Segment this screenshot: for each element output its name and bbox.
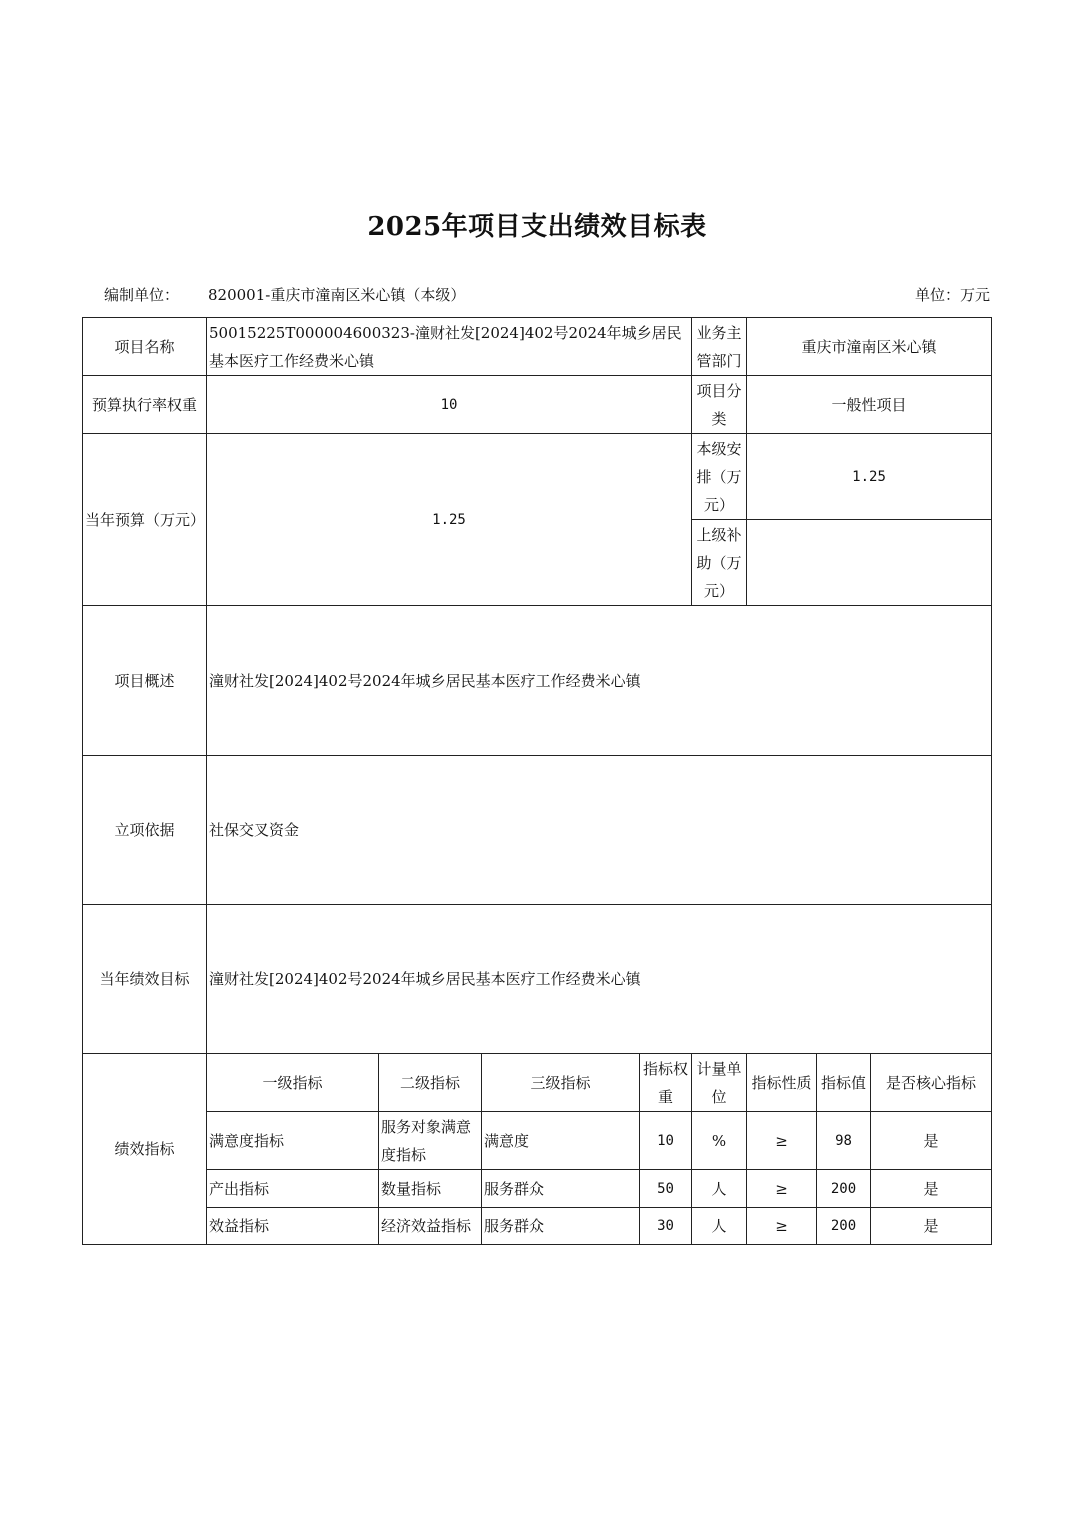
- basis-value: 社保交叉资金: [207, 756, 992, 905]
- category-value: 一般性项目: [747, 376, 992, 434]
- row-weight: 30: [640, 1208, 692, 1245]
- row-nature: ≥: [747, 1170, 817, 1208]
- table-row: [83, 1112, 992, 1170]
- local-arrangement-value: 1.25: [747, 434, 992, 520]
- row-nature: ≥: [747, 1112, 817, 1170]
- weight-label: 预算执行率权重: [83, 376, 207, 434]
- local-arrangement-label: 本级安排（万元）: [692, 434, 747, 520]
- table-row: [83, 1170, 992, 1208]
- row-core: 是: [871, 1208, 992, 1245]
- row-level3: 满意度: [482, 1112, 640, 1170]
- overview-label: 项目概述: [83, 606, 207, 756]
- basis-label: 立项依据: [83, 756, 207, 905]
- page-title: 2025年项目支出绩效目标表: [367, 212, 707, 242]
- superior-subsidy-value: [747, 520, 992, 606]
- compiling-unit-label: 编制单位：: [104, 286, 180, 304]
- row-level2: 数量指标: [379, 1170, 482, 1208]
- weight-value: 10: [207, 376, 692, 434]
- row-nature: ≥: [747, 1208, 817, 1245]
- header-weight: 指标权重: [640, 1054, 692, 1112]
- compiling-unit-value: 820001-重庆市潼南区米心镇（本级）: [208, 286, 466, 304]
- row-value: 200: [817, 1208, 871, 1245]
- row-weight: 50: [640, 1170, 692, 1208]
- dept-label: 业务主管部门: [692, 318, 747, 376]
- goal-label: 当年绩效目标: [83, 905, 207, 1054]
- row-value: 200: [817, 1170, 871, 1208]
- header-unit: 计量单位: [692, 1054, 747, 1112]
- superior-subsidy-label: 上级补助（万元）: [692, 520, 747, 606]
- budget-value: 1.25: [207, 434, 692, 606]
- row-level2: 经济效益指标: [379, 1208, 482, 1245]
- goal-value: 潼财社发[2024]402号2024年城乡居民基本医疗工作经费米心镇: [207, 905, 992, 1054]
- row-value: 98: [817, 1112, 871, 1170]
- performance-target-table: [82, 317, 992, 1245]
- row-level1: 满意度指标: [207, 1112, 379, 1170]
- header-nature: 指标性质: [747, 1054, 817, 1112]
- project-name-value: 50015225T000004600323-潼财社发[2024]402号2024年城乡居民基本医疗工作经费米心镇: [207, 318, 692, 376]
- budget-label: 当年预算（万元）: [83, 434, 207, 606]
- project-name-label: 项目名称: [83, 318, 207, 376]
- row-weight: 10: [640, 1112, 692, 1170]
- compiling-unit: [104, 284, 465, 305]
- table-row: [83, 1208, 992, 1245]
- category-label: 项目分类: [692, 376, 747, 434]
- row-unit: 人: [692, 1170, 747, 1208]
- overview-value: 潼财社发[2024]402号2024年城乡居民基本医疗工作经费米心镇: [207, 606, 992, 756]
- header-level2: 二级指标: [379, 1054, 482, 1112]
- row-level1: 效益指标: [207, 1208, 379, 1245]
- header-level3: 三级指标: [482, 1054, 640, 1112]
- row-level2: 服务对象满意度指标: [379, 1112, 482, 1170]
- row-level3: 服务群众: [482, 1170, 640, 1208]
- row-level1: 产出指标: [207, 1170, 379, 1208]
- row-unit: 人: [692, 1208, 747, 1245]
- header-core: 是否核心指标: [871, 1054, 992, 1112]
- row-level3: 服务群众: [482, 1208, 640, 1245]
- header-value: 指标值: [817, 1054, 871, 1112]
- row-unit: %: [692, 1112, 747, 1170]
- dept-value: 重庆市潼南区米心镇: [747, 318, 992, 376]
- indicators-label: 绩效指标: [83, 1054, 207, 1245]
- header-level1: 一级指标: [207, 1054, 379, 1112]
- currency-unit: 单位：万元: [914, 286, 990, 304]
- row-core: 是: [871, 1170, 992, 1208]
- row-core: 是: [871, 1112, 992, 1170]
